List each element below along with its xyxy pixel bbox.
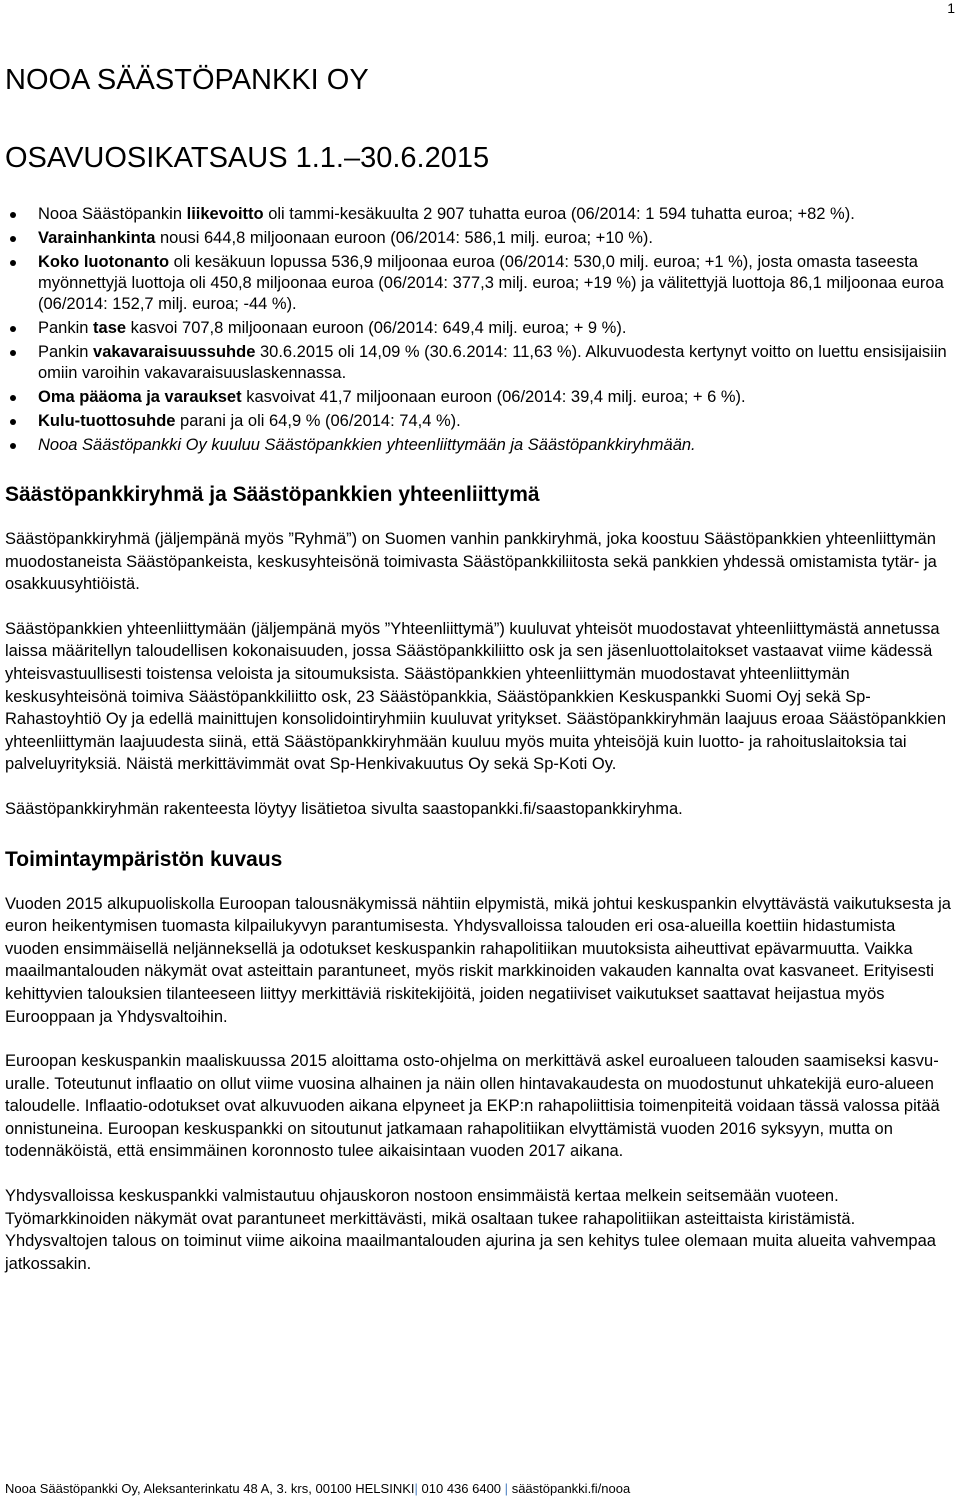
bullet-icon xyxy=(10,236,16,242)
highlights-list xyxy=(5,204,953,456)
page-number: 1 xyxy=(947,0,955,16)
page-footer xyxy=(5,1481,630,1497)
paragraph: Vuoden 2015 alkupuoliskolla Euroopan talousnäkymissä nähtiin elpymistä, mikä johtui keskuspankin elvyttävästä vaikutuksesta ja euron heikentymisen tuomasta kilpailukyvyn parantumisesta. Yhdysvalloissa talouden eri osa-alueilla koettiin hidastumista vuoden ensimmäisellä neljänneksellä ja odotukset keskuspankin rahapolitiikan muutoksista aiheuttivat epävarmuutta. Vaikka maailmantalouden näkymät ovat asteittain parantuneet, myös riskit markkinoiden vakauden kannalta ovat kasvaneet. Erityisesti kehittyvien talouksien tilanteeseen liittyy merkittäviä riskitekijöitä, joiden negatiiviset vaikutukset saattavat heijastua myös Eurooppaan ja Yhdysvaltoihin. xyxy=(5,894,951,1026)
footer-web: säästöpankki.fi/nooa xyxy=(511,1481,631,1496)
list-item: Varainhankinta nousi 644,8 miljoonaan euroon (06/2014: 586,1 milj. euroa; +10 %). xyxy=(5,228,953,249)
footer-company: Nooa Säästöpankki Oy, Aleksanterinkatu 48 A, 3. krs, 00100 HELSINKI xyxy=(5,1481,415,1496)
paragraph: Yhdysvalloissa keskuspankki valmistautuu ohjauskoron nostoon ensimmäistä kertaa melkein seitsemään vuoteen. Työmarkkinoiden näkymät ovat parantuneet merkittävästi, mikä osaltaan tukee rahapolitiikan asteittaista kiristämistä. Yhdysvaltojen talous on toiminut viime aikoina maailmantalouden ajurina ja sen kehitys tulee olemaan muita alueita vahvempaa jatkossakin. xyxy=(5,1187,936,1273)
footer-separator: | xyxy=(414,1481,418,1496)
paragraph: Euroopan keskuspankin maaliskuussa 2015 aloittama osto-ohjelma on merkittävä askel euroalueen talouden saamiseksi kasvu-uralle. Toteutunut inflaatio on ollut viime vuosina alhainen ja näin ollen hintavakaudesta on muodostunut uhkatekijä euro-alueen taloudelle. Inflaatio-odotukset ovat alkuvuoden aikana elpyneet ja EKP:n rahapoliittisia toimenpiteitä voidaan tässä valossa pitää onnistuneina. Euroopan keskuspankki on sitoutunut jatkamaan rahapolitiikan elvyttämistä vuoden 2016 syksyyn, mutta on todennäköistä, että ensimmäinen koronnosto tulee aikaisintaan vuoden 2017 aikana. xyxy=(5,1052,940,1161)
section-heading: Säästöpankkiryhmä ja Säästöpankkien yhteenliittymä xyxy=(5,483,540,506)
list-item: Kulu-tuottosuhde parani ja oli 64,9 % (06/2014: 74,4 %). xyxy=(5,411,953,432)
footer-phone: 010 436 6400 xyxy=(421,1481,502,1496)
list-item: Nooa Säästöpankin liikevoitto oli tammi-kesäkuulta 2 907 tuhatta euroa (06/2014: 1 594 tuhatta euroa; +82 %). xyxy=(5,204,953,225)
section-heading: Toimintaympäristön kuvaus xyxy=(5,847,283,871)
paragraph: Säästöpankkiryhmän rakenteesta löytyy lisätietoa sivulta saastopankki.fi/saastopankkiryhma. xyxy=(5,799,683,818)
paragraph: Säästöpankkiryhmä (jäljempänä myös ”Ryhmä”) on Suomen vanhin pankkiryhmä, joka koostuu Säästöpankkien yhteenliittymän muodostaneista Säästöpankeista, keskusyhteisönä toimivasta Säästöpankkiliitosta sekä pankkien yhdessä omistamista tytär- ja osakkuusyhtiöistä. xyxy=(5,530,937,594)
document-subtitle: OSAVUOSIKATSAUS 1.1.–30.6.2015 xyxy=(5,142,490,174)
list-item: Pankin tase kasvoi 707,8 miljoonaan euroon (06/2014: 649,4 milj. euroa; + 9 %). xyxy=(5,318,953,339)
list-item: Nooa Säästöpankki Oy kuuluu Säästöpankkien yhteenliittymään ja Säästöpankkiryhmään. xyxy=(5,435,953,456)
bullet-icon xyxy=(10,419,16,425)
document-title: NOOA SÄÄSTÖPANKKI OY xyxy=(5,64,369,96)
list-item: Oma pääoma ja varaukset kasvoivat 41,7 miljoonaan euroon (06/2014: 39,4 milj. euroa; + 6 %). xyxy=(5,387,953,408)
paragraph: Säästöpankkien yhteenliittymään (jäljempänä myös ”Yhteenliittymä”) kuuluvat yhteisöt muodostavat yhteenliittymästä annetussa laissa määritellyn taloudellisen kokonaisuuden, jossa Säästöpankkiliitto osk ja sen jäsenluottolaitokset vastaavat viime kädessä yhteisvastuullisesti toistensa veloista ja sitoumuksista. Säästöpankkien yhteenliittymän muodostavat yhteenliittymän keskusyhteisönä toimiva Säästöpankkiliitto osk, 23 Säästöpankkia, Säästöpankkien Keskuspankki Suomi Oyj sekä Sp-Rahastoyhtiö Oy ja edellä mainittujen konsolidointiryhmiin kuuluvat yritykset. Säästöpankkiryhmän laajuus eroaa Säästöpankkien yhteenliittymän laajuudesta siinä, että Säästöpankkiryhmään kuuluu myös muita yhteisöjä kuin luotto- ja rahoituslaitoksia tai palveluyrityksiä. Näistä merkittävimmät ovat Sp-Henkivakuutus Oy sekä Sp-Koti Oy. xyxy=(5,619,947,774)
list-item: Koko luotonanto oli kesäkuun lopussa 536,9 miljoonaa euroa (06/2014: 530,0 milj. euroa; +1 %), josta omasta taseesta myönnettyjä luottoja oli 450,8 miljoonaa euroa (06/2014: 377,3 milj. euroa; +19 %) ja välitettyjä luottoja 86,1 miljoonaa euroa (06/2014: 152,7 milj. euroa; -44 %). xyxy=(5,252,953,315)
bullet-icon xyxy=(10,443,16,449)
bullet-icon xyxy=(10,260,16,266)
bullet-icon xyxy=(10,395,16,401)
list-item: Pankin vakavaraisuussuhde 30.6.2015 oli 14,09 % (30.6.2014: 11,63 %). Alkuvuodesta kertynyt voitto on luettu ensisijaisiin omiin varoihin vakavaraisuuslaskennassa. xyxy=(5,342,953,384)
footer-separator: | xyxy=(504,1481,509,1496)
document-body xyxy=(5,60,953,1275)
bullet-icon xyxy=(10,350,16,356)
bullet-icon xyxy=(10,326,16,332)
bullet-icon xyxy=(10,212,16,218)
